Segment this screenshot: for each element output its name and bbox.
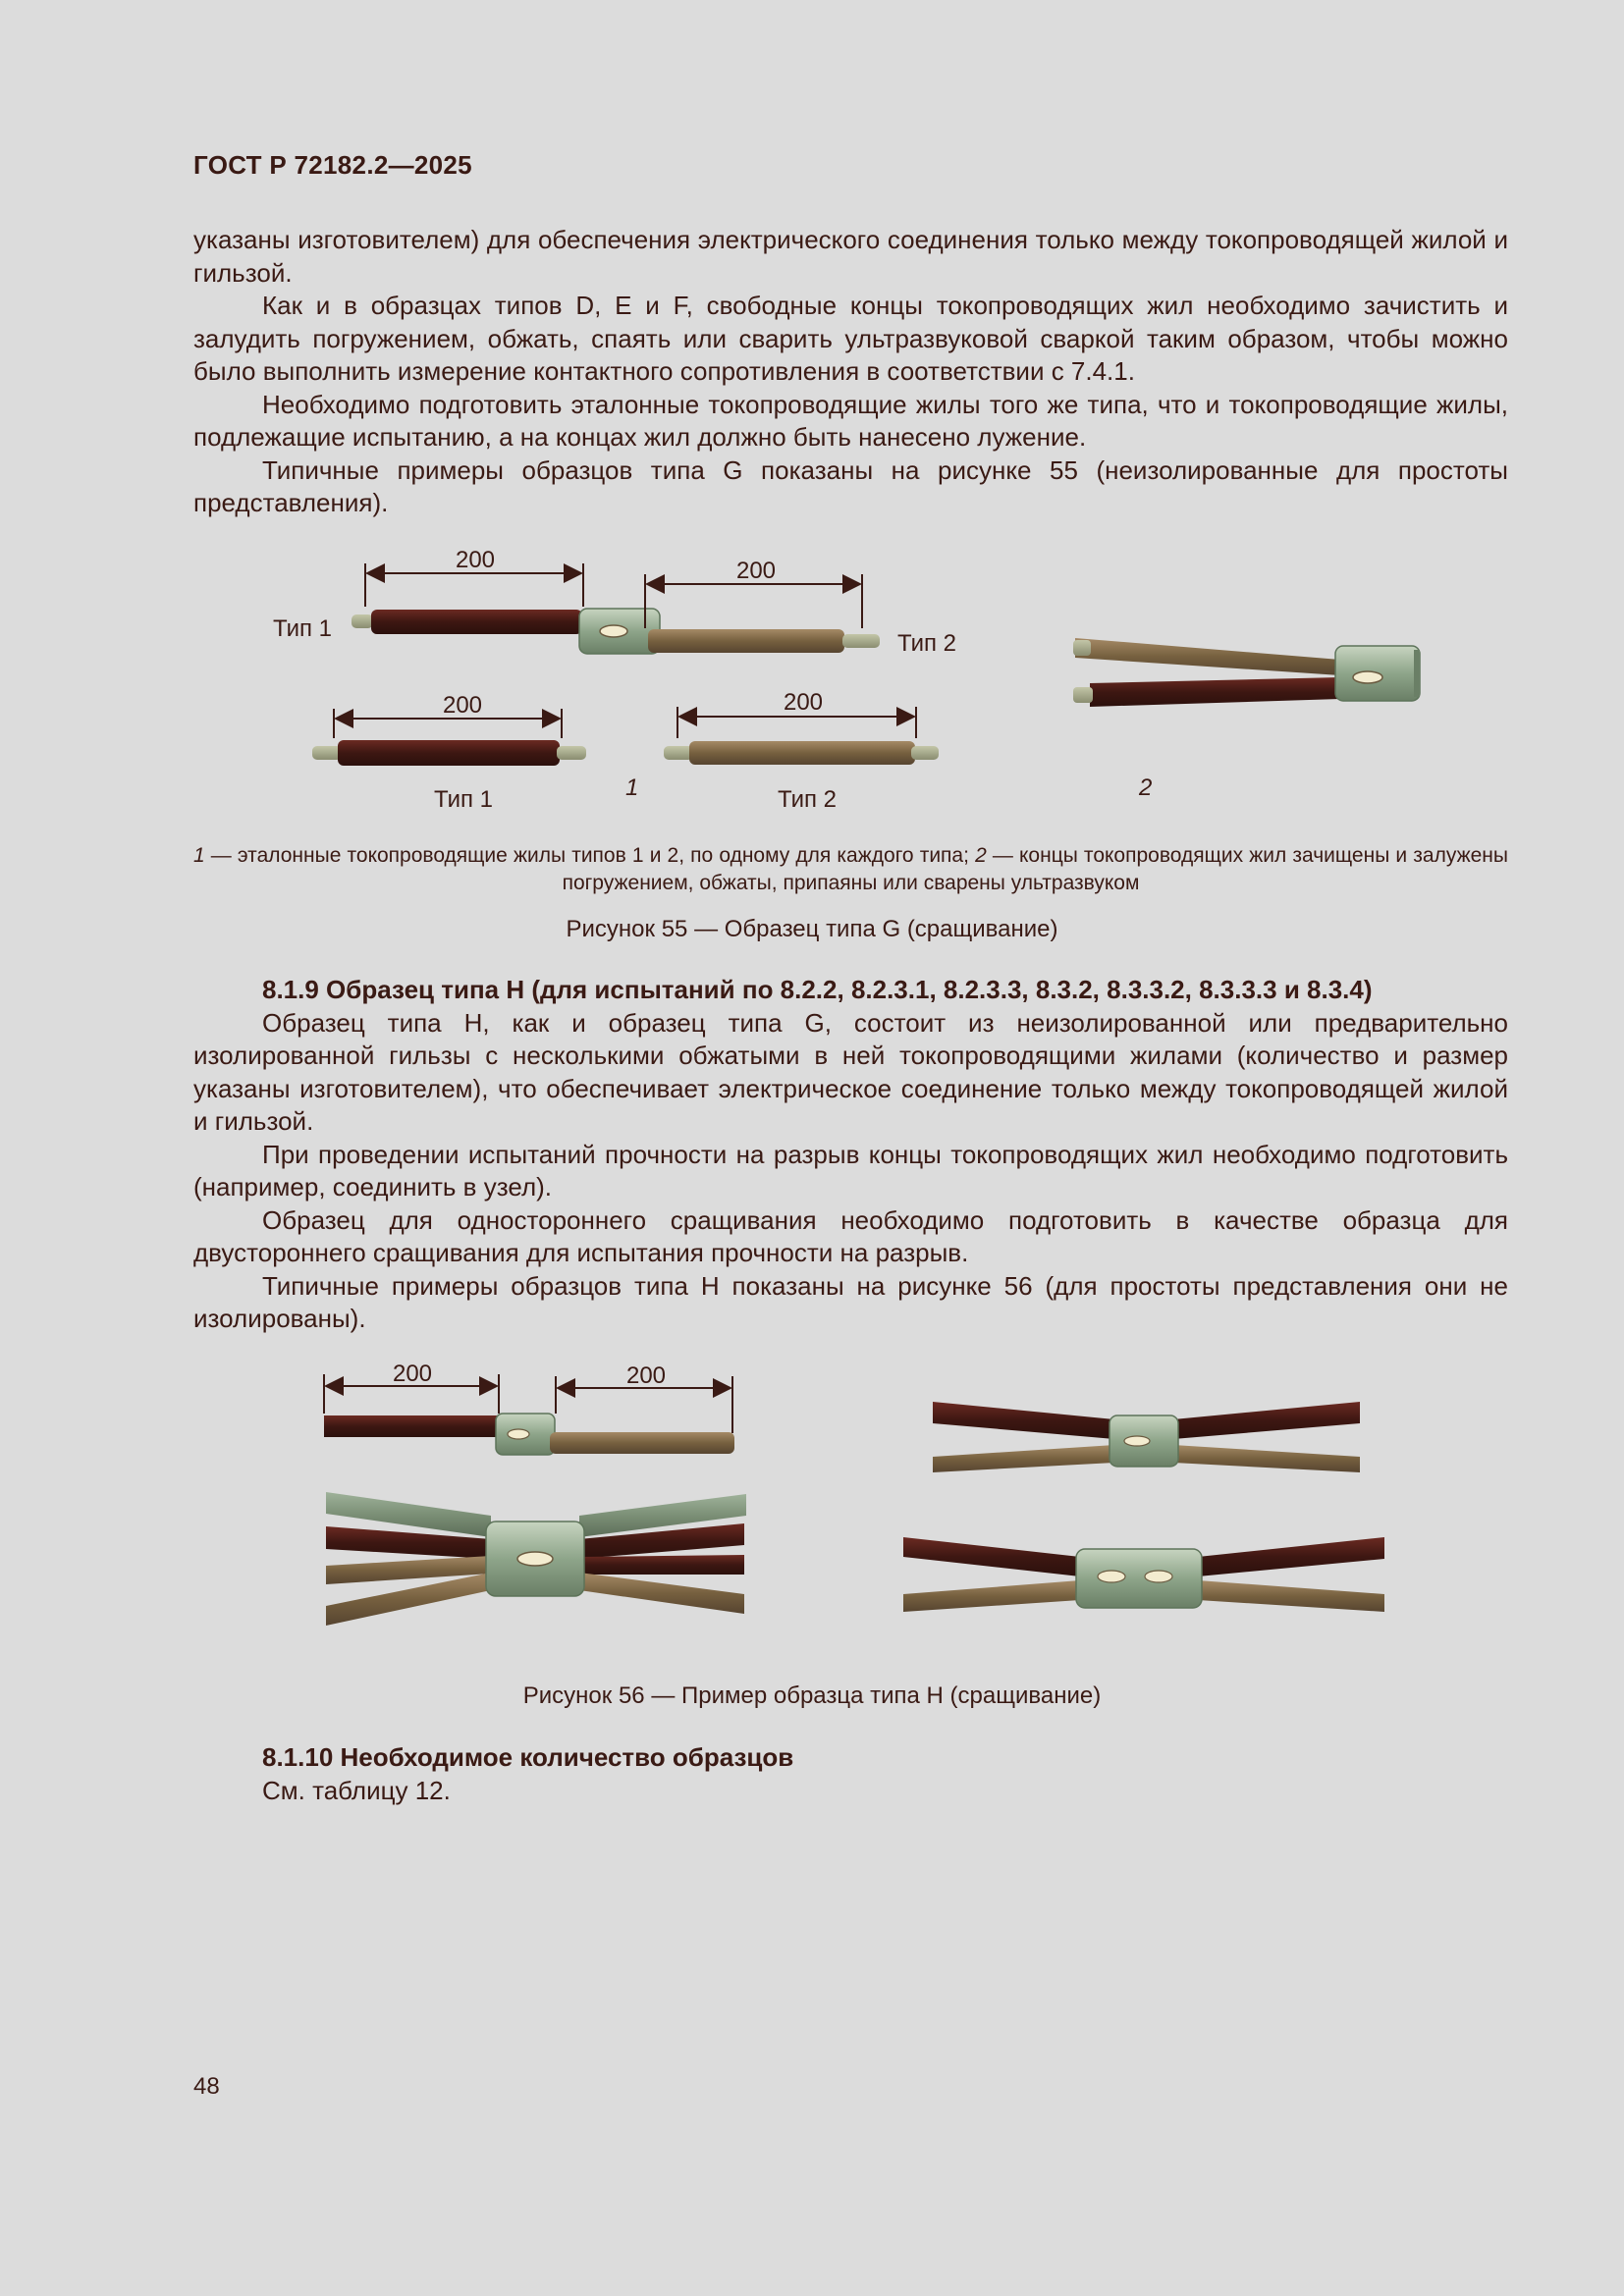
figure-note-text bbox=[193, 842, 1508, 897]
figure-55-caption: Рисунок 55 — Образец типа G (сращивание) bbox=[566, 916, 1058, 942]
paragraph: См. таблицу 12. bbox=[262, 1775, 451, 1805]
section-8-1-10 bbox=[193, 1741, 1508, 1807]
paragraph: указаны изготовителем) для обеспечения электрического соединения только между токопроводящей жилой и гильзой. bbox=[193, 225, 1508, 288]
section-heading: 8.1.9 Образец типа H (для испытаний по 8.2.2, 8.2.3.1, 8.2.3.3, 8.3.2, 8.3.3.2, 8.3.3.3 и 8.3.4) bbox=[262, 975, 1373, 1004]
section-8-1-9 bbox=[193, 974, 1508, 1336]
key-label-1: 1 bbox=[625, 774, 639, 801]
paragraph: Как и в образцах типов D, E и F, свободные концы токопроводящих жил необходимо зачистить и залудить погружением, обжать, спаять или сварить ультразвуковой сваркой таким образом, чтобы можно было выполнить измерение контактного сопротивления в соответствии с 7.4.1. bbox=[193, 291, 1508, 386]
reference-wire-type1 bbox=[312, 740, 586, 766]
dimension-label: 200 bbox=[783, 689, 824, 716]
type2-label: Тип 2 bbox=[897, 630, 957, 657]
dimension-label: 200 bbox=[455, 547, 496, 573]
note-text-2: — концы токопроводящих жил зачищены и залужены погружением, обжаты, припаяны или сварены ультразвуком bbox=[562, 844, 1508, 894]
figure-56 bbox=[0, 1355, 1624, 1639]
dimension-label: 200 bbox=[735, 558, 777, 584]
top-text-block bbox=[193, 224, 1508, 520]
section-heading: 8.1.10 Необходимое количество образцов bbox=[262, 1742, 794, 1772]
two-sided-splice-sample bbox=[324, 1414, 734, 1455]
type1-caption: Тип 1 bbox=[434, 786, 494, 813]
double-crimp-splice-sample bbox=[903, 1537, 1384, 1612]
note-key-1: 1 bbox=[193, 844, 205, 867]
paragraph: Образец типа H, как и образец типа G, состоит из неизолированной или предварительно изолированной гильзы с несколькими обжатыми в ней токопроводящими жилами (количество и размер указаны изготовителем), что обеспечивает электрическое соединение только между токопроводящей жилой и гильзой. bbox=[193, 1007, 1508, 1136]
figure-55 bbox=[0, 540, 1624, 825]
dimension-label: 200 bbox=[625, 1362, 667, 1389]
dimension-label: 200 bbox=[392, 1361, 433, 1387]
type2-caption: Тип 2 bbox=[778, 786, 838, 813]
reference-wire-type2 bbox=[664, 741, 939, 765]
type1-label: Тип 1 bbox=[273, 615, 333, 642]
paragraph: Типичные примеры образцов типа H показаны на рисунке 56 (для простоты представления они не изолированы). bbox=[193, 1270, 1508, 1333]
note-key-2: 2 bbox=[975, 844, 987, 867]
paragraph: Типичные примеры образцов типа G показаны на рисунке 55 (неизолированные для простоты представления). bbox=[193, 454, 1508, 517]
key-label-2: 2 bbox=[1139, 774, 1153, 801]
document-code: ГОСТ Р 72182.2—2025 bbox=[193, 150, 472, 180]
paragraph: При проведении испытаний прочности на разрыв концы токопроводящих жил необходимо подготовить (например, соединить в узел). bbox=[193, 1139, 1508, 1201]
paragraph: Образец для одностороннего сращивания необходимо подготовить в качестве образца для двустороннего сращивания для испытания прочности на разрыв. bbox=[193, 1204, 1508, 1267]
dimension-label: 200 bbox=[442, 692, 483, 719]
type1-type2-splice bbox=[352, 609, 880, 654]
one-sided-splice-sample bbox=[1073, 638, 1420, 707]
paragraph: Необходимо подготовить эталонные токопроводящие жилы того же типа, что и токопроводящие жилы, подлежащие испытанию, а на концах жил должно быть нанесено лужение. bbox=[193, 389, 1508, 452]
page-number: 48 bbox=[193, 2073, 220, 2100]
x-splice-sample bbox=[933, 1402, 1360, 1472]
multi-wire-splice-sample bbox=[326, 1492, 746, 1626]
note-text-1: — эталонные токопроводящие жилы типов 1 и 2, по одному для каждого типа; bbox=[204, 844, 976, 867]
figure-56-caption: Рисунок 56 — Пример образца типа H (сращивание) bbox=[522, 1682, 1102, 1709]
figure-55-note bbox=[193, 842, 1508, 897]
